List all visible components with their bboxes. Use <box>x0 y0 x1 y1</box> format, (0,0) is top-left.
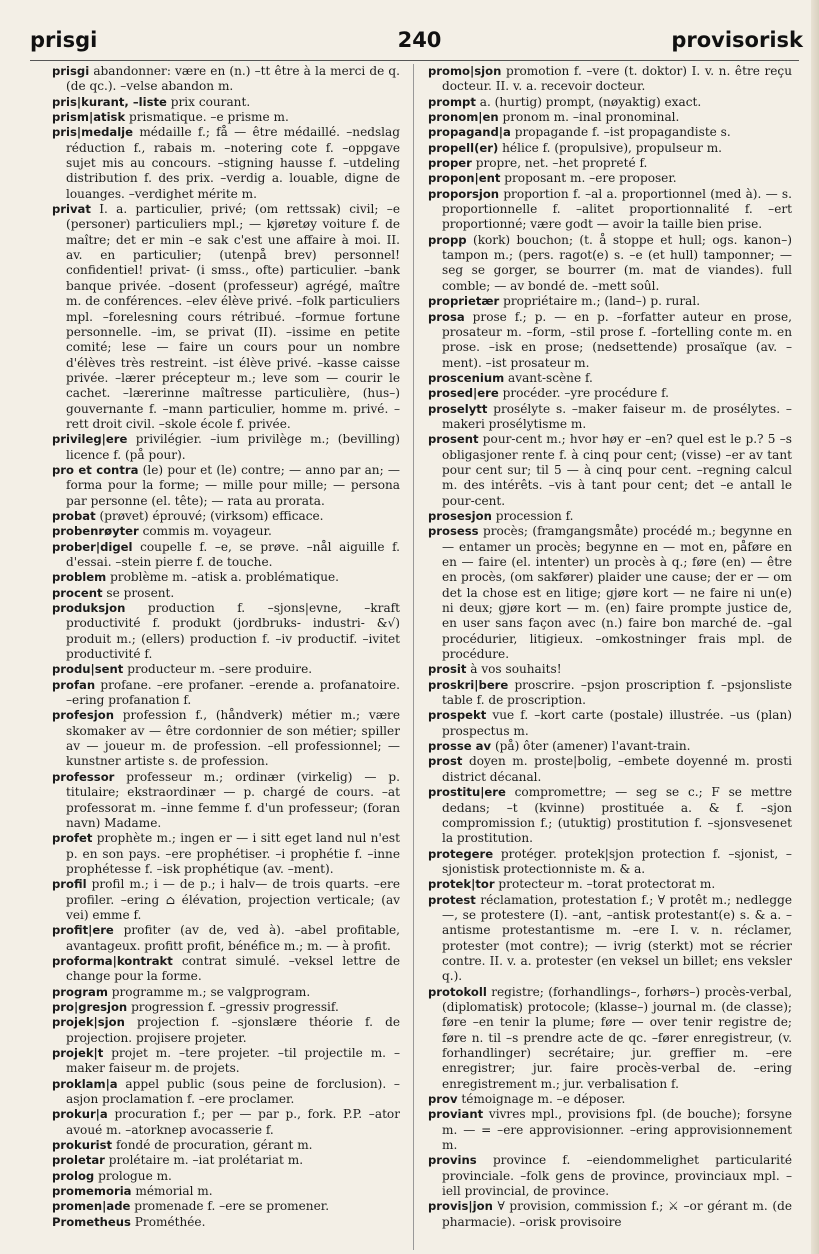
page-edge <box>811 0 819 1254</box>
entry-definition: coupelle f. –e, se prøve. –nål aiguille f. d'essai. –stein pierre f. de touche. <box>66 539 400 569</box>
dictionary-entry <box>428 95 792 110</box>
dictionary-entry <box>428 125 792 140</box>
dictionary-entry <box>428 662 792 677</box>
entry-headword: probenrøyter <box>52 524 139 539</box>
entry-definition: prosélyte s. –maker faiseur m. de prosélytes. –makeri prosélytisme m. <box>442 401 792 431</box>
entry-headword: pris|medalje <box>52 125 134 140</box>
entry-definition: avant-scène f. <box>508 370 593 385</box>
entry-headword: proklam|a <box>52 1076 118 1091</box>
entry-headword: provins <box>428 1153 477 1168</box>
entry-headword: proper <box>428 156 472 171</box>
entry-definition: appel public (sous peine de forclusion). –asjon proclamation f. –ere proclamer. <box>66 1076 400 1107</box>
dictionary-entry <box>428 310 792 371</box>
dictionary-entry <box>428 187 792 233</box>
entry-headword: pro et contra <box>52 462 139 477</box>
entry-definition: mémorial m. <box>135 1184 213 1199</box>
dictionary-entry <box>52 95 400 110</box>
dictionary-entry <box>52 463 400 509</box>
entry-headword: prosa <box>428 309 465 324</box>
entry-headword: pris|kurant, –liste <box>52 94 167 109</box>
dictionary-entry <box>428 754 792 785</box>
dictionary-entry <box>428 509 792 524</box>
entry-headword: prostitu|ere <box>428 785 506 800</box>
entry-headword: prosse av <box>428 739 492 754</box>
dictionary-entry <box>428 1107 792 1153</box>
dictionary-entry <box>52 985 400 1000</box>
entry-definition: producteur m. –sere produire. <box>127 662 313 677</box>
dictionary-entry <box>428 402 792 433</box>
entry-definition: protéger. protek|sjon protection f. –sjonist, –sjonistisk protectionniste m. & a. <box>442 846 792 876</box>
dictionary-entry <box>428 847 792 878</box>
dictionary-entry <box>428 1153 792 1199</box>
entry-definition: province f. –eiendommelighet particularité provinciale. –folk gens de province, provinciaux mpl. –iell provincial, de province. <box>442 1153 792 1199</box>
entry-headword: produ|sent <box>52 662 124 677</box>
dictionary-entry <box>52 1184 400 1199</box>
entry-definition: profiter (av de, ved à). –abel profitable, avantageux. profitt profit, bénéfice m.; m. — à profit. <box>66 923 400 953</box>
entry-definition: profil m.; i — de p.; i halv— de trois quarts. –ere profiler. –ering ⌂ élévation, projection verticale; (av vei) emme f. <box>66 877 400 922</box>
entry-definition: propriétaire m.; (land–) p. rural. <box>503 294 701 309</box>
page-number: 240 <box>397 28 442 52</box>
dictionary-entry <box>428 739 792 754</box>
entry-definition: (prøvet) éprouvé; (virksom) efficace. <box>99 508 324 523</box>
dictionary-entry <box>52 64 400 95</box>
entry-definition: projet m. –tere projeter. –til projectile m. –maker faiseur m. de projets. <box>66 1046 400 1076</box>
running-header <box>30 22 809 56</box>
dictionary-entry <box>52 1046 400 1077</box>
dictionary-entry <box>428 64 792 95</box>
entry-headword: protest <box>428 892 476 907</box>
entry-definition: Prométhée. <box>134 1214 206 1229</box>
entry-headword: prosesjon <box>428 508 492 523</box>
entry-definition: progression f. –gressiv progressif. <box>131 999 339 1014</box>
entry-headword: provis|jon <box>428 1199 493 1214</box>
entry-definition: prologue m. <box>98 1168 172 1183</box>
dictionary-entry <box>52 678 400 709</box>
entry-definition: profane. –ere profaner. –erende a. profanatoire. –ering profanation f. <box>66 677 400 708</box>
entry-headword: proforma|kontrakt <box>52 953 173 968</box>
entry-definition: réclamation, protestation f.; ∀ protêt m.; nedlegge —, se protestere (I). –ant, –antisk protestant(e) s. & a. –antisme protestantisme m. –ere I. v. n. réclamer, protester (mot contre); — ivrig (sterkt) mot se récrier contre. II. v. a. protester (en veksel un billet; ens veksler q.). <box>442 892 792 984</box>
entry-headword: prosed|ere <box>428 386 499 401</box>
dictionary-entry <box>52 770 400 831</box>
dictionary-entry <box>52 877 400 923</box>
entry-definition: fondé de procuration, gérant m. <box>115 1138 313 1153</box>
entry-definition: à vos souhaits! <box>470 662 562 677</box>
dictionary-entry <box>428 233 792 294</box>
dictionary-entry <box>428 386 792 401</box>
entry-headword: promen|ade <box>52 1199 131 1214</box>
entry-headword: program <box>52 984 108 999</box>
entry-headword: propagand|a <box>428 125 511 140</box>
dictionary-entry <box>52 831 400 877</box>
header-last-word: provisorisk <box>671 28 803 52</box>
dictionary-entry <box>428 1092 792 1107</box>
entry-definition: (på) ôter (amener) l'avant-train. <box>494 739 691 754</box>
entry-headword: produksjon <box>52 601 126 616</box>
dictionary-entry <box>52 202 400 432</box>
entry-definition: pour-cent m.; hvor høy er –en? quel est le p.? 5 –s obligasjoner rente f. à cinq pour cent; (visse) –er av tant pour cent sur; til 5 — à cinq pour cent. –regning calcul m. des intérêts. –vis à tant pour cent; det –e antall le pour-cent. <box>442 432 792 508</box>
entry-headword: projek|t <box>52 1046 104 1060</box>
dictionary-entry <box>52 1199 400 1214</box>
entry-headword: pronom|en <box>428 110 499 125</box>
entry-definition: prix courant. <box>170 94 251 109</box>
entry-definition: commis m. voyageur. <box>142 524 272 539</box>
dictionary-entry <box>52 923 400 954</box>
entry-headword: prisgi <box>52 64 90 78</box>
entry-headword: proprietær <box>428 294 500 309</box>
dictionary-entry <box>52 570 400 585</box>
dictionary-entry <box>428 893 792 985</box>
entry-definition: prismatique. –e prisme m. <box>129 110 289 125</box>
entry-definition: proportion f. –al a. proportionnel (med à). — s. proportionnelle f. –alitet proportionnalité f. –ert proportionné; være godt — avoir la taille bien prise. <box>442 186 792 232</box>
entry-headword: prism|atisk <box>52 110 126 125</box>
entry-headword: propon|ent <box>428 171 501 186</box>
entry-headword: protek|tor <box>428 877 495 892</box>
entry-headword: proviant <box>428 1107 484 1122</box>
dictionary-entry <box>52 954 400 985</box>
dictionary-entry <box>52 708 400 769</box>
entry-headword: profit|ere <box>52 923 114 938</box>
entry-headword: pro|gresjon <box>52 999 128 1014</box>
dictionary-entry <box>52 1015 400 1046</box>
entry-headword: profan <box>52 677 96 692</box>
entry-headword: profesjon <box>52 708 114 723</box>
left-column <box>52 64 400 1250</box>
dictionary-entry <box>428 985 792 1092</box>
entry-definition: protecteur m. –torat protectorat m. <box>498 877 716 892</box>
entry-headword: privat <box>52 202 91 217</box>
header-first-word: prisgi <box>30 28 98 52</box>
entry-definition: registre; (forhandlings–, forhørs–) procès-verbal, (diplomatisk) protocole; (klasse–) journal m. (de classe); føre –en tenir la plume; føre — over tenir registre de; føre n. til –s prendre acte de qc. –fører enregistreur, (v. forhandlinger) secrétaire; jur. greffier m. –ere enregistrer; jur. faire procès-verbal de. –ering enregistrement m.; jur. verbalisation f. <box>442 984 792 1091</box>
entry-definition: proposant m. –ere proposer. <box>504 171 677 186</box>
dictionary-entry <box>428 1199 792 1230</box>
dictionary-entry <box>52 125 400 202</box>
entry-definition: procès; (framgangsmåte) procédé m.; begynne en — entamer un procès; begynne en — mot en, påføre en en — faire (el. intenter) un procès à q.; føre (en) — être en procès, (om sakfører) plaider une cause; der er — om det la chose est en litige; gjøre kort — ne faire ni un(e) ni deux; gjøre kort — m. (en) faire prompte justice de, en user sans façon avec (n.) faire bon marché de. –gal procédurier, litigieux. –omkostninger frais mpl. de procédure. <box>442 524 792 662</box>
entry-definition: ∀ provision, commission f.; ⚔ –or gérant m. (de pharmacie). –orisk provisoire <box>442 1199 792 1229</box>
entry-definition: médaille f.; få — être médaillé. –nedslag réduction f., rabais m. –notering cote f. –oppgave sujet mis au concours. –stigning hausse f. –utdeling distribution f. des prix. –verdig a. louable, digne de louanges. –verdighet mérite m. <box>66 125 400 201</box>
entry-definition: profession f., (håndverk) métier m.; være skomaker av — être cordonnier de son métier; spiller av — joueur m. de profession. –ell professionnel; — kunstner artiste s. de profession. <box>66 708 400 769</box>
entry-definition: privilégier. –ium privilège m.; (bevilling) licence f. (på pour). <box>66 432 400 462</box>
entry-headword: prolog <box>52 1168 95 1183</box>
entry-headword: profil <box>52 877 87 892</box>
entry-definition: procéder. –yre procédure f. <box>502 386 669 401</box>
dictionary-entry <box>52 110 400 125</box>
dictionary-entry <box>428 678 792 709</box>
entry-headword: prober|digel <box>52 539 133 554</box>
dictionary-entry <box>428 110 792 125</box>
dictionary-entry <box>428 877 792 892</box>
dictionary-entry <box>428 524 792 662</box>
entry-definition: pronom m. –inal pronominal. <box>502 110 680 125</box>
dictionary-entry <box>428 371 792 386</box>
entry-definition: compromettre; — seg se c.; F se mettre dedans; –t (kvinne) prostituée a. & f. –sjon compromission f.; (utuktig) prostitution f. –sjonsvesenet la prostitution. <box>442 785 792 846</box>
entry-headword: privileg|ere <box>52 432 128 447</box>
entry-definition: hélice f. (propulsive), propulseur m. <box>502 140 723 155</box>
entry-definition: professeur m.; ordinær (virkelig) — p. titulaire; ekstraordinær — p. chargé de cours. –at professorat m. –inne femme f. d'un professeur; (foran navn) Madame. <box>66 769 400 830</box>
entry-definition: (le) pour et (le) contre; — anno par an; — forma pour la forme; — mille pour mille; — persona par personne (el. tête); — rata au prorata. <box>66 462 400 508</box>
entry-headword: proporsjon <box>428 186 500 201</box>
entry-headword: proletar <box>52 1153 105 1168</box>
entry-headword: proselytt <box>428 401 488 416</box>
entry-definition: problème m. –atisk a. problématique. <box>110 570 340 585</box>
entry-headword: prosent <box>428 432 479 447</box>
entry-headword: prokurist <box>52 1138 113 1153</box>
column-divider <box>413 64 414 1250</box>
entry-headword: prov <box>428 1092 458 1107</box>
dictionary-entry <box>52 1077 400 1108</box>
entry-definition: vivres mpl., provisions fpl. (de bouche); forsyne m. — = –ere approvisionner. –ering approvisionnement m. <box>442 1107 792 1153</box>
entry-headword: prospekt <box>428 708 487 723</box>
entry-definition: propre, net. –het propreté f. <box>475 156 648 171</box>
entry-headword: procent <box>52 585 103 600</box>
entry-headword: prosit <box>428 662 467 677</box>
entry-definition: témoignage m. –e déposer. <box>461 1092 626 1107</box>
entry-headword: Prometheus <box>52 1214 131 1229</box>
entry-definition: prolétaire m. –iat prolétariat m. <box>108 1153 304 1168</box>
dictionary-entry <box>52 509 400 524</box>
entry-definition: vue f. –kort carte (postale) illustrée. –us (plan) prospectus m. <box>442 708 792 738</box>
entry-definition: abandonner: være en (n.) –tt être à la merci de q. (de qc.). –velse abandon m. <box>66 64 400 94</box>
dictionary-entry <box>52 586 400 601</box>
header-rule <box>30 60 799 61</box>
columns <box>52 64 797 1250</box>
entry-definition: production f. –sjons|evne, –kraft productivité f. produkt (jordbruks- industri- &√) produit m.; (ellers) production f. –iv productif. –ivitet productivité f. <box>66 601 400 662</box>
entry-definition: prophète m.; ingen er — i sitt eget land nul n'est p. en son pays. –ere prophétiser. –i prophétie f. –inne prophétesse f. –isk prophétique (av. –ment). <box>66 831 400 876</box>
entry-headword: probat <box>52 508 96 523</box>
entry-definition: prose f.; p. — en p. –forfatter auteur en prose, prosateur m. –form, –stil prose f. –fortelling conte m. en prose. –isk en prose; (nedsettende) prosaïque (av. –ment). –ist prosateur m. <box>442 309 792 370</box>
entry-definition: se prosent. <box>106 585 175 600</box>
dictionary-entry <box>52 1215 400 1230</box>
dictionary-entry <box>52 540 400 571</box>
dictionary-entry <box>428 785 792 846</box>
entry-headword: protegere <box>428 846 494 861</box>
entry-headword: professor <box>52 769 115 784</box>
entry-definition: contrat simulé. –veksel lettre de change pour la forme. <box>66 953 400 984</box>
entry-headword: promemoria <box>52 1184 132 1199</box>
dictionary-entry <box>52 1153 400 1168</box>
entry-definition: (kork) bouchon; (t. å stoppe et hull; ogs. kanon–) tampon m.; (pers. ragot(e) s. –e (et hull) tamponner; — seg se gorger, se bourrer (m. mat de viandes). full comble; — av bondé de. –mett soûl. <box>442 232 792 293</box>
dictionary-entry <box>52 1000 400 1015</box>
right-column <box>428 64 792 1250</box>
dictionary-entry <box>52 662 400 677</box>
dictionary-entry <box>428 156 792 171</box>
entry-headword: problem <box>52 570 107 585</box>
entry-definition: a. (hurtig) prompt, (nøyaktig) exact. <box>479 94 702 109</box>
entry-headword: promo|sjon <box>428 64 502 78</box>
entry-headword: prost <box>428 754 463 769</box>
entry-headword: proscenium <box>428 370 505 385</box>
entry-definition: procuration f.; per — par p., fork. P.P. –ator avoué m. –atorknep avocasserie f. <box>66 1107 400 1137</box>
dictionary-entry <box>428 432 792 509</box>
entry-definition: promenade f. –ere se promener. <box>134 1199 330 1214</box>
dictionary-entry <box>52 601 400 662</box>
dictionary-entry <box>428 708 792 739</box>
entry-headword: protokoll <box>428 984 487 999</box>
dictionary-entry <box>52 432 400 463</box>
dictionary-entry <box>428 141 792 156</box>
entry-definition: procession f. <box>495 508 574 523</box>
dictionary-entry <box>428 294 792 309</box>
entry-definition: proscrire. –psjon proscription f. –psjonsliste table f. de proscription. <box>442 677 792 708</box>
entry-definition: promotion f. –vere (t. doktor) I. v. n. être reçu docteur. II. v. a. recevoir docteur. <box>442 64 792 94</box>
entry-headword: proskri|bere <box>428 677 509 692</box>
entry-definition: doyen m. proste|bolig, –embete doyenné m. prosti district décanal. <box>442 754 792 784</box>
dictionary-entry <box>428 171 792 186</box>
entry-definition: I. a. particulier, privé; (om rettssak) civil; –e (personer) particuliers mpl.; — kjøretøy voiture f. de maître; det er min –e sak c'est une affaire à moi. II. av. en particulier; (utenpå brev) personnel! confidentiel! privat- (i smss., ofte) particulier. –bank banque privée. –dosent (professeur) agrégé, maître m. de conférences. –elev élève privé. –folk particuliers mpl. –forelesning cours rétribué. –formue fortune personnelle. –im, se privat (II). –issime en petite comité; lese — faire un cours pour un nombre d'élèves très restreint. –ist élève privé. –kasse caisse privée. –lærer précepteur m.; leve som — courir le cachet. –lærerinne maîtresse particulière, (hus–) gouvernante f. –mann particulier, homme m. privé. –rett droit civil. –skole école f. privée. <box>66 202 400 431</box>
entry-headword: prosess <box>428 524 479 539</box>
entry-headword: prompt <box>428 94 476 109</box>
entry-headword: profet <box>52 831 93 846</box>
entry-headword: propp <box>428 232 467 247</box>
dictionary-entry <box>52 1138 400 1153</box>
entry-headword: projek|sjon <box>52 1015 125 1030</box>
entry-definition: programme m.; se valgprogram. <box>111 984 311 999</box>
dictionary-entry <box>52 1107 400 1138</box>
entry-definition: propagande f. –ist propagandiste s. <box>514 125 731 140</box>
entry-headword: propell(er) <box>428 140 499 155</box>
entry-headword: prokur|a <box>52 1107 108 1122</box>
entry-definition: projection f. –sjonslære théorie f. de projection. projisere projeter. <box>66 1015 400 1045</box>
dictionary-entry <box>52 524 400 539</box>
dictionary-entry <box>52 1169 400 1184</box>
